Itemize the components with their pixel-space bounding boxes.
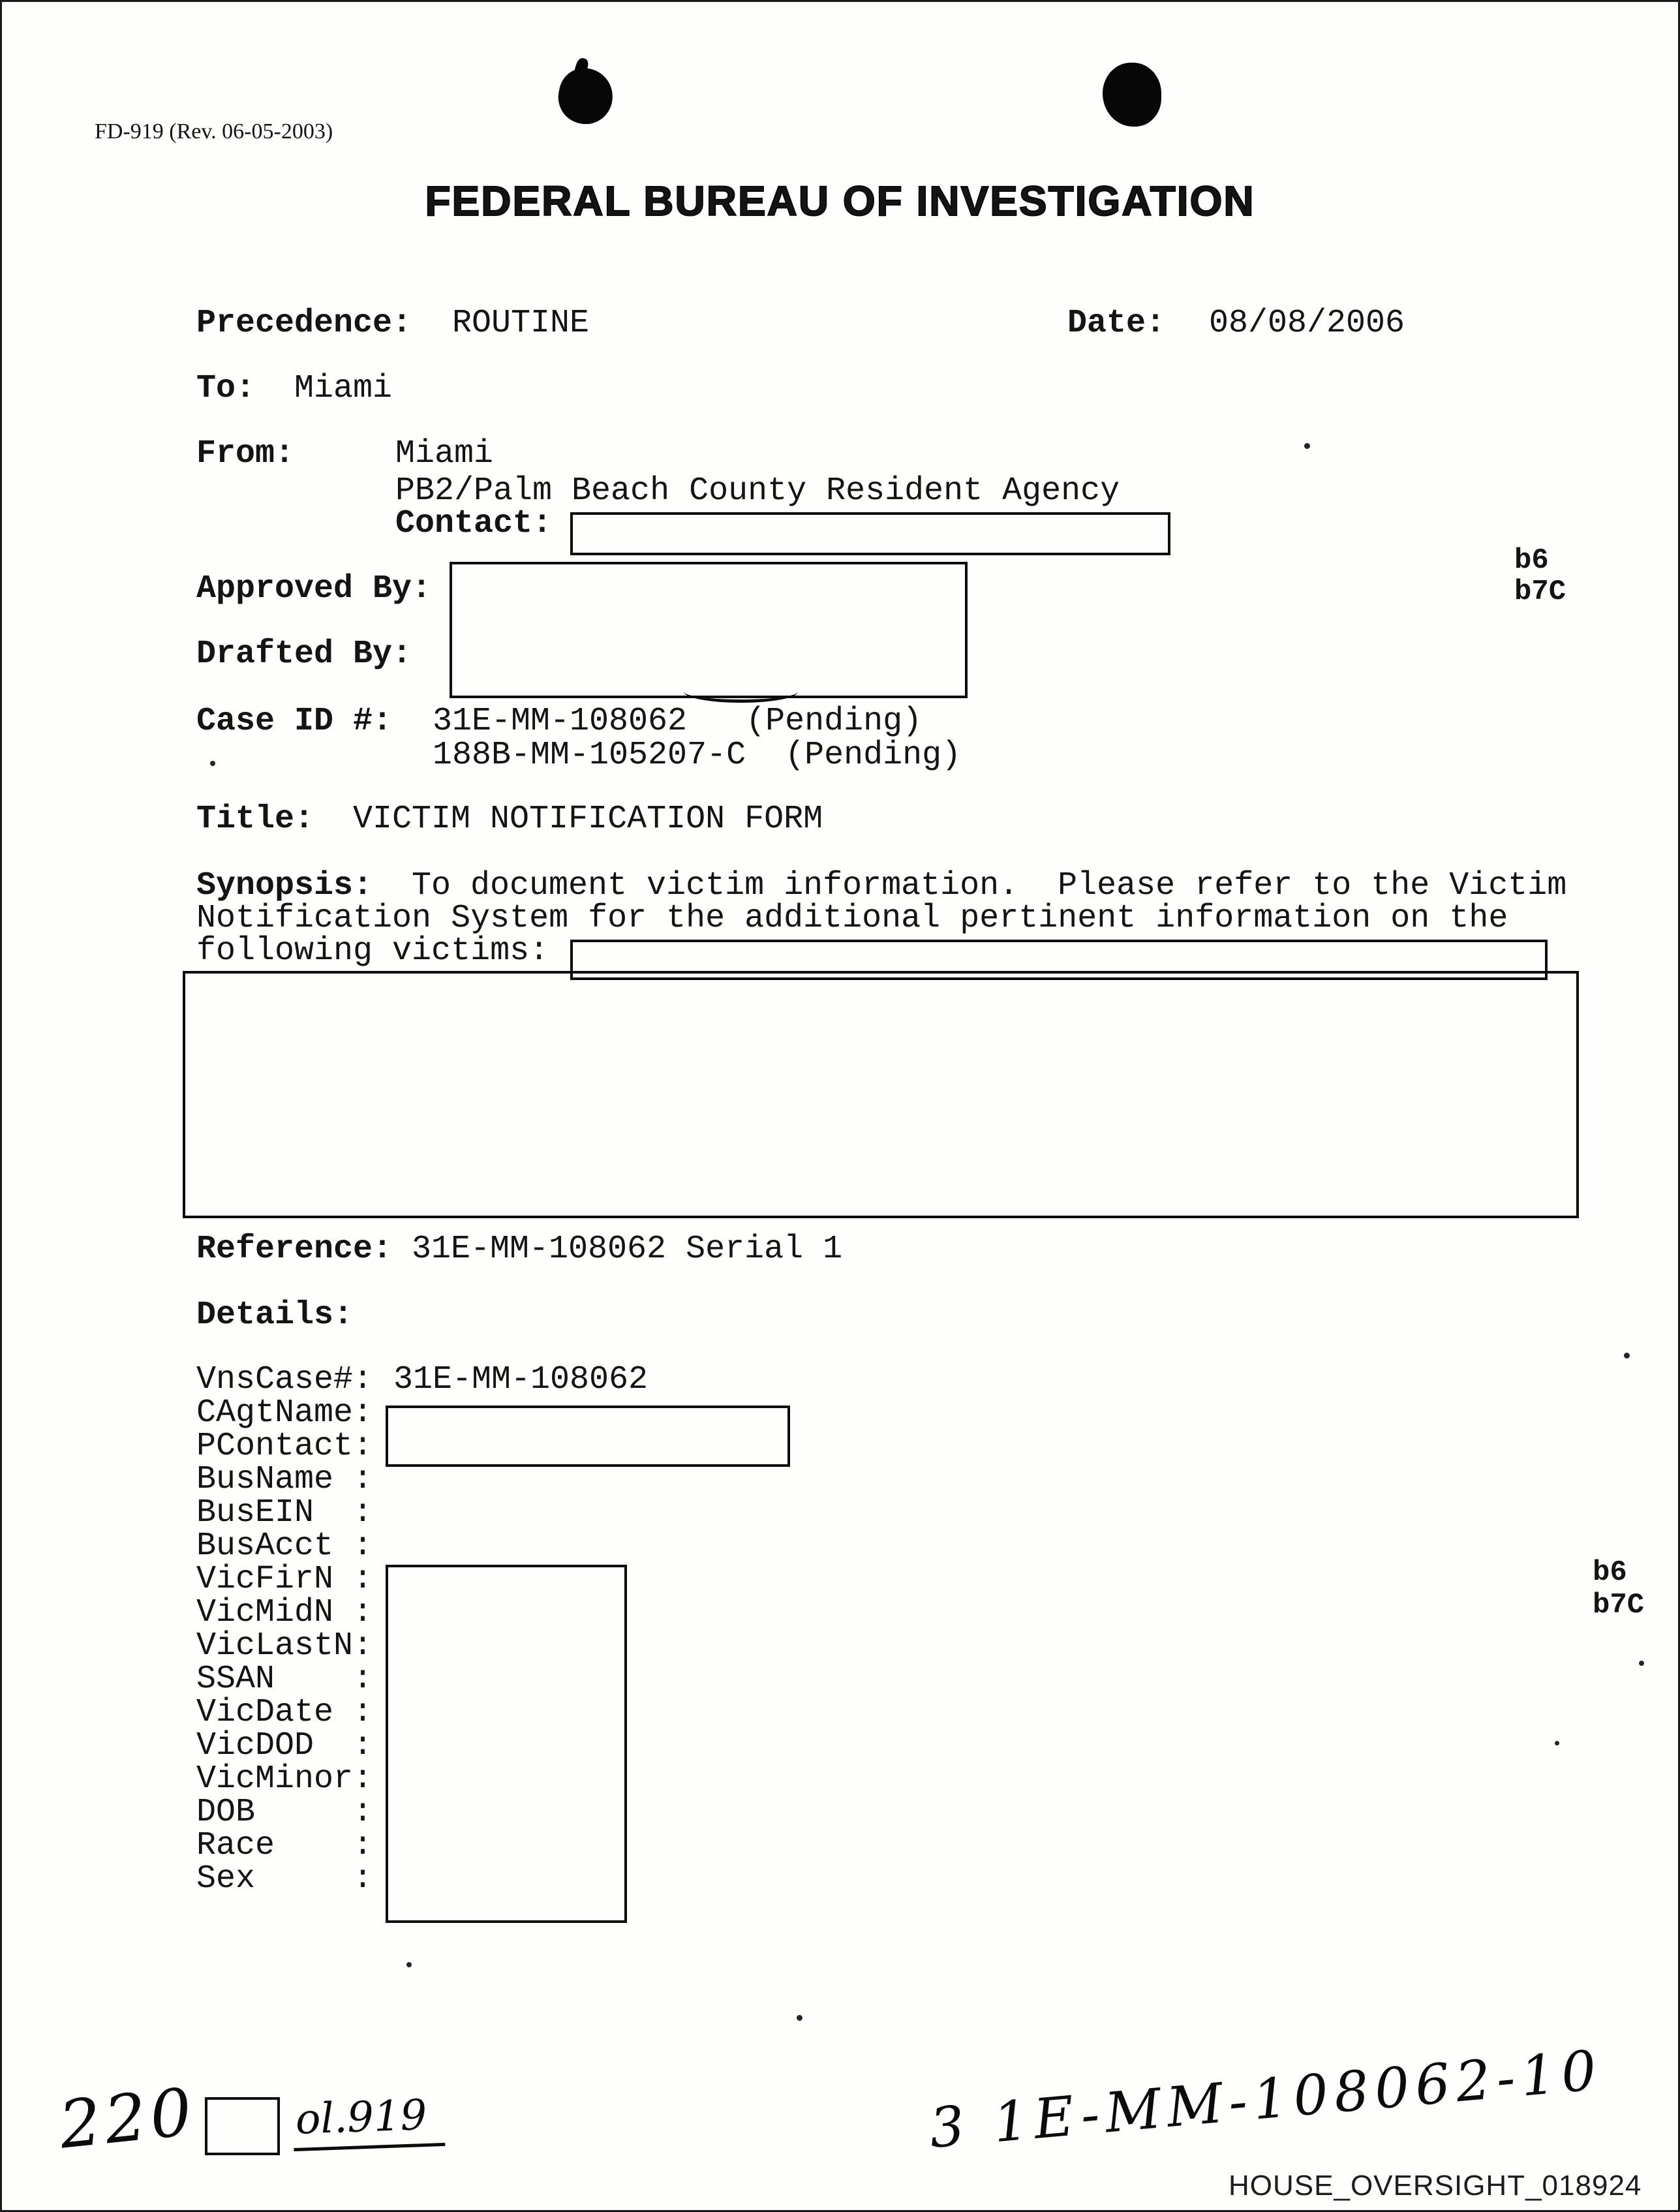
scan-speck bbox=[1555, 1741, 1559, 1745]
detail-label: SSAN : bbox=[196, 1661, 373, 1698]
contact-label: Contact: bbox=[395, 505, 553, 542]
synopsis-line-1: To document victim information. Please refer to the Victim bbox=[412, 867, 1567, 904]
case-id-label: Case ID #: bbox=[196, 703, 393, 740]
detail-row bbox=[196, 1463, 373, 1496]
detail-row bbox=[196, 1596, 373, 1629]
detail-label: DOB : bbox=[196, 1794, 373, 1831]
drafted-by-label: Drafted By: bbox=[196, 636, 412, 673]
victim-fields-redaction-box bbox=[386, 1565, 627, 1923]
exemption-code-b6-mid: b6 bbox=[1593, 1556, 1627, 1589]
handwritten-note: ol.919 bbox=[292, 2091, 445, 2151]
handwritten-case-number: 3 1E-MM-108062-10 bbox=[926, 2038, 1605, 2160]
title-label: Title: bbox=[196, 801, 314, 838]
detail-label: VicMinor: bbox=[196, 1760, 373, 1798]
detail-label: BusEIN : bbox=[196, 1494, 373, 1531]
handwritten-box bbox=[205, 2097, 280, 2155]
detail-label: BusAcct : bbox=[196, 1528, 373, 1565]
precedence-value: ROUTINE bbox=[452, 305, 590, 342]
detail-row bbox=[196, 1529, 373, 1563]
scan-speck bbox=[406, 1962, 412, 1967]
detail-label: BusName : bbox=[196, 1461, 373, 1498]
detail-label: VicDate : bbox=[196, 1694, 373, 1731]
form-number: FD-919 (Rev. 06-05-2003) bbox=[95, 119, 333, 144]
approved-drafted-redaction-box bbox=[450, 562, 968, 698]
title-value: VICTIM NOTIFICATION FORM bbox=[353, 801, 823, 838]
from-label: From: bbox=[196, 435, 295, 472]
from-office: PB2/Palm Beach County Resident Agency bbox=[395, 472, 1120, 510]
exemption-code-b7c: b7C bbox=[1514, 576, 1566, 608]
agent-contact-redaction-box bbox=[386, 1406, 790, 1467]
details-field-list bbox=[196, 1361, 649, 1897]
detail-label: VicDOD : bbox=[196, 1727, 373, 1764]
synopsis-label: Synopsis: bbox=[196, 867, 373, 904]
detail-label: VicLastN: bbox=[196, 1627, 373, 1665]
scan-speck bbox=[1639, 1661, 1644, 1666]
to-label: To: bbox=[196, 370, 256, 407]
synopsis-line-2: Notification System for the additional pertinent information on the bbox=[196, 900, 1508, 937]
detail-row bbox=[196, 1396, 373, 1430]
detail-label: VicMidN : bbox=[196, 1594, 373, 1631]
to-value: Miami bbox=[294, 370, 393, 407]
detail-label: Sex : bbox=[196, 1860, 373, 1897]
reference-value: 31E-MM-108062 Serial 1 bbox=[412, 1231, 843, 1268]
detail-row bbox=[196, 1496, 373, 1529]
scan-speck bbox=[1624, 1353, 1630, 1359]
detail-row bbox=[196, 1796, 373, 1829]
fbi-header-title: FEDERAL BUREAU OF INVESTIGATION bbox=[425, 177, 1255, 224]
precedence-label: Precedence: bbox=[196, 305, 412, 342]
reference-label: Reference: bbox=[196, 1231, 393, 1268]
detail-value: 31E-MM-108062 bbox=[393, 1361, 649, 1398]
detail-row bbox=[196, 1829, 373, 1862]
scan-speck bbox=[1304, 443, 1310, 449]
detail-row bbox=[196, 1430, 373, 1463]
date-label: Date: bbox=[1067, 305, 1166, 342]
case-id-value-2: 188B-MM-105207-C (Pending) bbox=[433, 737, 962, 774]
contact-redaction-box bbox=[570, 512, 1170, 555]
exemption-code-b6: b6 bbox=[1514, 544, 1549, 577]
detail-row bbox=[196, 1629, 373, 1663]
detail-row bbox=[196, 1663, 373, 1696]
detail-label: VicFirN : bbox=[196, 1561, 373, 1598]
synopsis-redaction-box-large bbox=[183, 971, 1579, 1218]
detail-row bbox=[196, 1762, 373, 1796]
from-value: Miami bbox=[395, 435, 494, 472]
detail-row bbox=[196, 1563, 373, 1596]
detail-row bbox=[196, 1361, 649, 1398]
detail-label: Race : bbox=[196, 1827, 373, 1864]
detail-label: PContact: bbox=[196, 1428, 373, 1465]
synopsis-line-3: following victims: bbox=[196, 932, 549, 970]
case-id-value-1: 31E-MM-108062 (Pending) bbox=[433, 703, 923, 740]
detail-label: CAgtName: bbox=[196, 1394, 373, 1432]
details-heading: Details: bbox=[196, 1297, 354, 1334]
detail-row bbox=[196, 1862, 373, 1896]
handwritten-number: 220 bbox=[55, 2073, 200, 2164]
detail-row bbox=[196, 1729, 373, 1762]
detail-row bbox=[196, 1696, 373, 1729]
pen-stroke bbox=[684, 681, 798, 703]
approved-by-label: Approved By: bbox=[196, 570, 432, 607]
exemption-code-b7c-mid: b7C bbox=[1593, 1589, 1645, 1621]
scan-speck bbox=[797, 2015, 802, 2021]
scan-speck bbox=[210, 761, 215, 766]
detail-label: VnsCase#: bbox=[196, 1361, 373, 1398]
bates-number: HOUSE_OVERSIGHT_018924 bbox=[1229, 2170, 1642, 2202]
hole-punch-mark-right bbox=[1103, 63, 1161, 127]
date-value: 08/08/2006 bbox=[1209, 305, 1405, 342]
